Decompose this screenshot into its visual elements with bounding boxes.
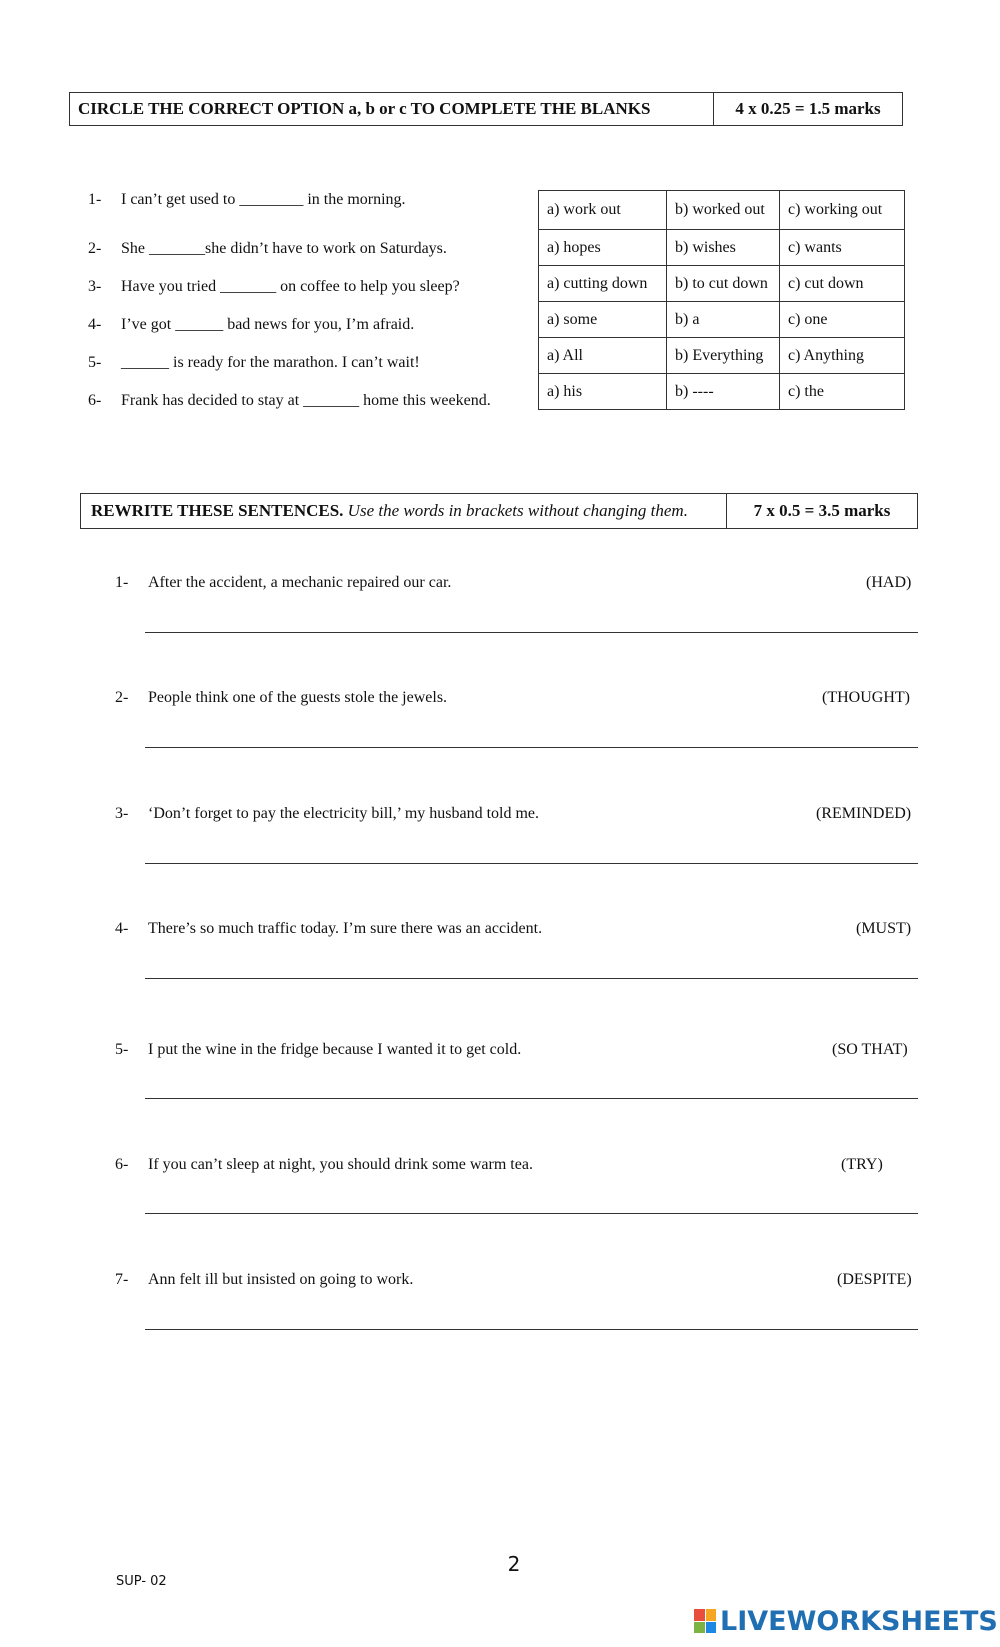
section1-title: CIRCLE THE CORRECT OPTION a, b or c TO COMPLETE THE BLANKS [70,93,714,125]
question-text: Have you tried _______ on coffee to help you sleep? [121,278,460,295]
options-row [539,338,905,374]
item-sentence: Ann felt ill but insisted on going to work. [148,1271,414,1288]
item-keyword: (MUST) [856,920,912,937]
answer-line-3[interactable] [145,863,918,864]
question-number: 2- [88,240,102,257]
item-number: 3- [115,805,129,822]
section2-marks: 7 x 0.5 = 3.5 marks [753,501,891,520]
liveworksheets-brand[interactable] [694,1606,998,1636]
question-text: ______ is ready for the marathon. I can’t wait! [121,354,420,371]
item-number: 7- [115,1271,129,1288]
option-a[interactable]: a) his [539,374,667,410]
option-c[interactable]: c) Anything [780,338,905,374]
item-sentence: I put the wine in the fridge because I wanted it to get cold. [148,1041,522,1058]
item-sentence: If you can’t sleep at night, you should drink some warm tea. [148,1156,533,1173]
question-4 [88,316,414,334]
item-sentence: After the accident, a mechanic repaired our car. [148,574,452,591]
item-number: 6- [115,1156,129,1173]
question-6 [88,392,491,410]
question-5 [88,354,420,372]
option-b[interactable]: b) Everything [667,338,780,374]
options-row [539,302,905,338]
question-number: 3- [88,278,102,295]
item-number: 1- [115,574,129,591]
document-code: SUP- 02 [116,1574,167,1589]
rewrite-item-6 [115,1156,915,1180]
option-c[interactable]: c) the [780,374,905,410]
item-keyword: (HAD) [866,574,912,591]
answer-line-4[interactable] [145,978,918,979]
rewrite-item-1 [115,574,915,598]
options-row [539,266,905,302]
answer-line-6[interactable] [145,1213,918,1214]
options-row [539,374,905,410]
option-c[interactable]: c) wants [780,230,905,266]
option-b[interactable]: b) ---- [667,374,780,410]
answer-line-5[interactable] [145,1098,918,1099]
answer-line-1[interactable] [145,632,918,633]
item-sentence: There’s so much traffic today. I’m sure there was an accident. [148,920,543,937]
item-number: 4- [115,920,129,937]
question-number: 1- [88,191,102,208]
option-b[interactable]: b) wishes [667,230,780,266]
section1-header [69,92,903,126]
item-keyword: (THOUGHT) [822,689,910,706]
question-number: 4- [88,316,102,333]
option-a[interactable]: a) hopes [539,230,667,266]
brand-wordmark: LIVEWORKSHEETS [720,1605,998,1637]
rewrite-item-4 [115,920,915,944]
page-number: 2 [507,1552,521,1576]
question-number: 5- [88,354,102,371]
liveworksheets-logo-icon [694,1609,716,1633]
section1-marks: 4 x 0.25 = 1.5 marks [735,99,881,118]
rewrite-item-2 [115,689,915,713]
options-table [538,190,905,410]
section2-title-bold: REWRITE THESE SENTENCES. [91,501,344,520]
section2-title [81,494,727,528]
option-c[interactable]: c) cut down [780,266,905,302]
answer-line-7[interactable] [145,1329,918,1330]
item-keyword: (TRY) [841,1156,883,1173]
rewrite-item-5 [115,1041,915,1065]
item-sentence: People think one of the guests stole the jewels. [148,689,448,706]
option-a[interactable]: a) work out [539,191,667,230]
item-number: 2- [115,689,129,706]
section2-header [80,493,918,529]
question-text: Frank has decided to stay at _______ home this weekend. [121,392,491,409]
option-c[interactable]: c) working out [780,191,905,230]
option-a[interactable]: a) All [539,338,667,374]
option-c[interactable]: c) one [780,302,905,338]
item-number: 5- [115,1041,129,1058]
rewrite-item-7 [115,1271,915,1295]
rewrite-item-3 [115,805,915,829]
question-text: She _______she didn’t have to work on Saturdays. [121,240,447,257]
question-number: 6- [88,392,102,409]
options-row [539,191,905,230]
answer-line-2[interactable] [145,747,918,748]
option-a[interactable]: a) some [539,302,667,338]
section2-title-instructions: Use the words in brackets without changing them. [347,501,688,520]
option-b[interactable]: b) worked out [667,191,780,230]
question-text: I can’t get used to ________ in the morning. [121,191,406,208]
options-row [539,230,905,266]
item-keyword: (SO THAT) [832,1041,908,1058]
option-b[interactable]: b) a [667,302,780,338]
option-a[interactable]: a) cutting down [539,266,667,302]
question-2 [88,240,447,258]
question-1 [88,191,406,209]
item-keyword: (REMINDED) [816,805,912,822]
item-keyword: (DESPITE) [837,1271,912,1288]
question-3 [88,278,460,296]
item-sentence: ‘Don’t forget to pay the electricity bill,’ my husband told me. [148,805,540,822]
option-b[interactable]: b) to cut down [667,266,780,302]
question-text: I’ve got ______ bad news for you, I’m afraid. [121,316,415,333]
